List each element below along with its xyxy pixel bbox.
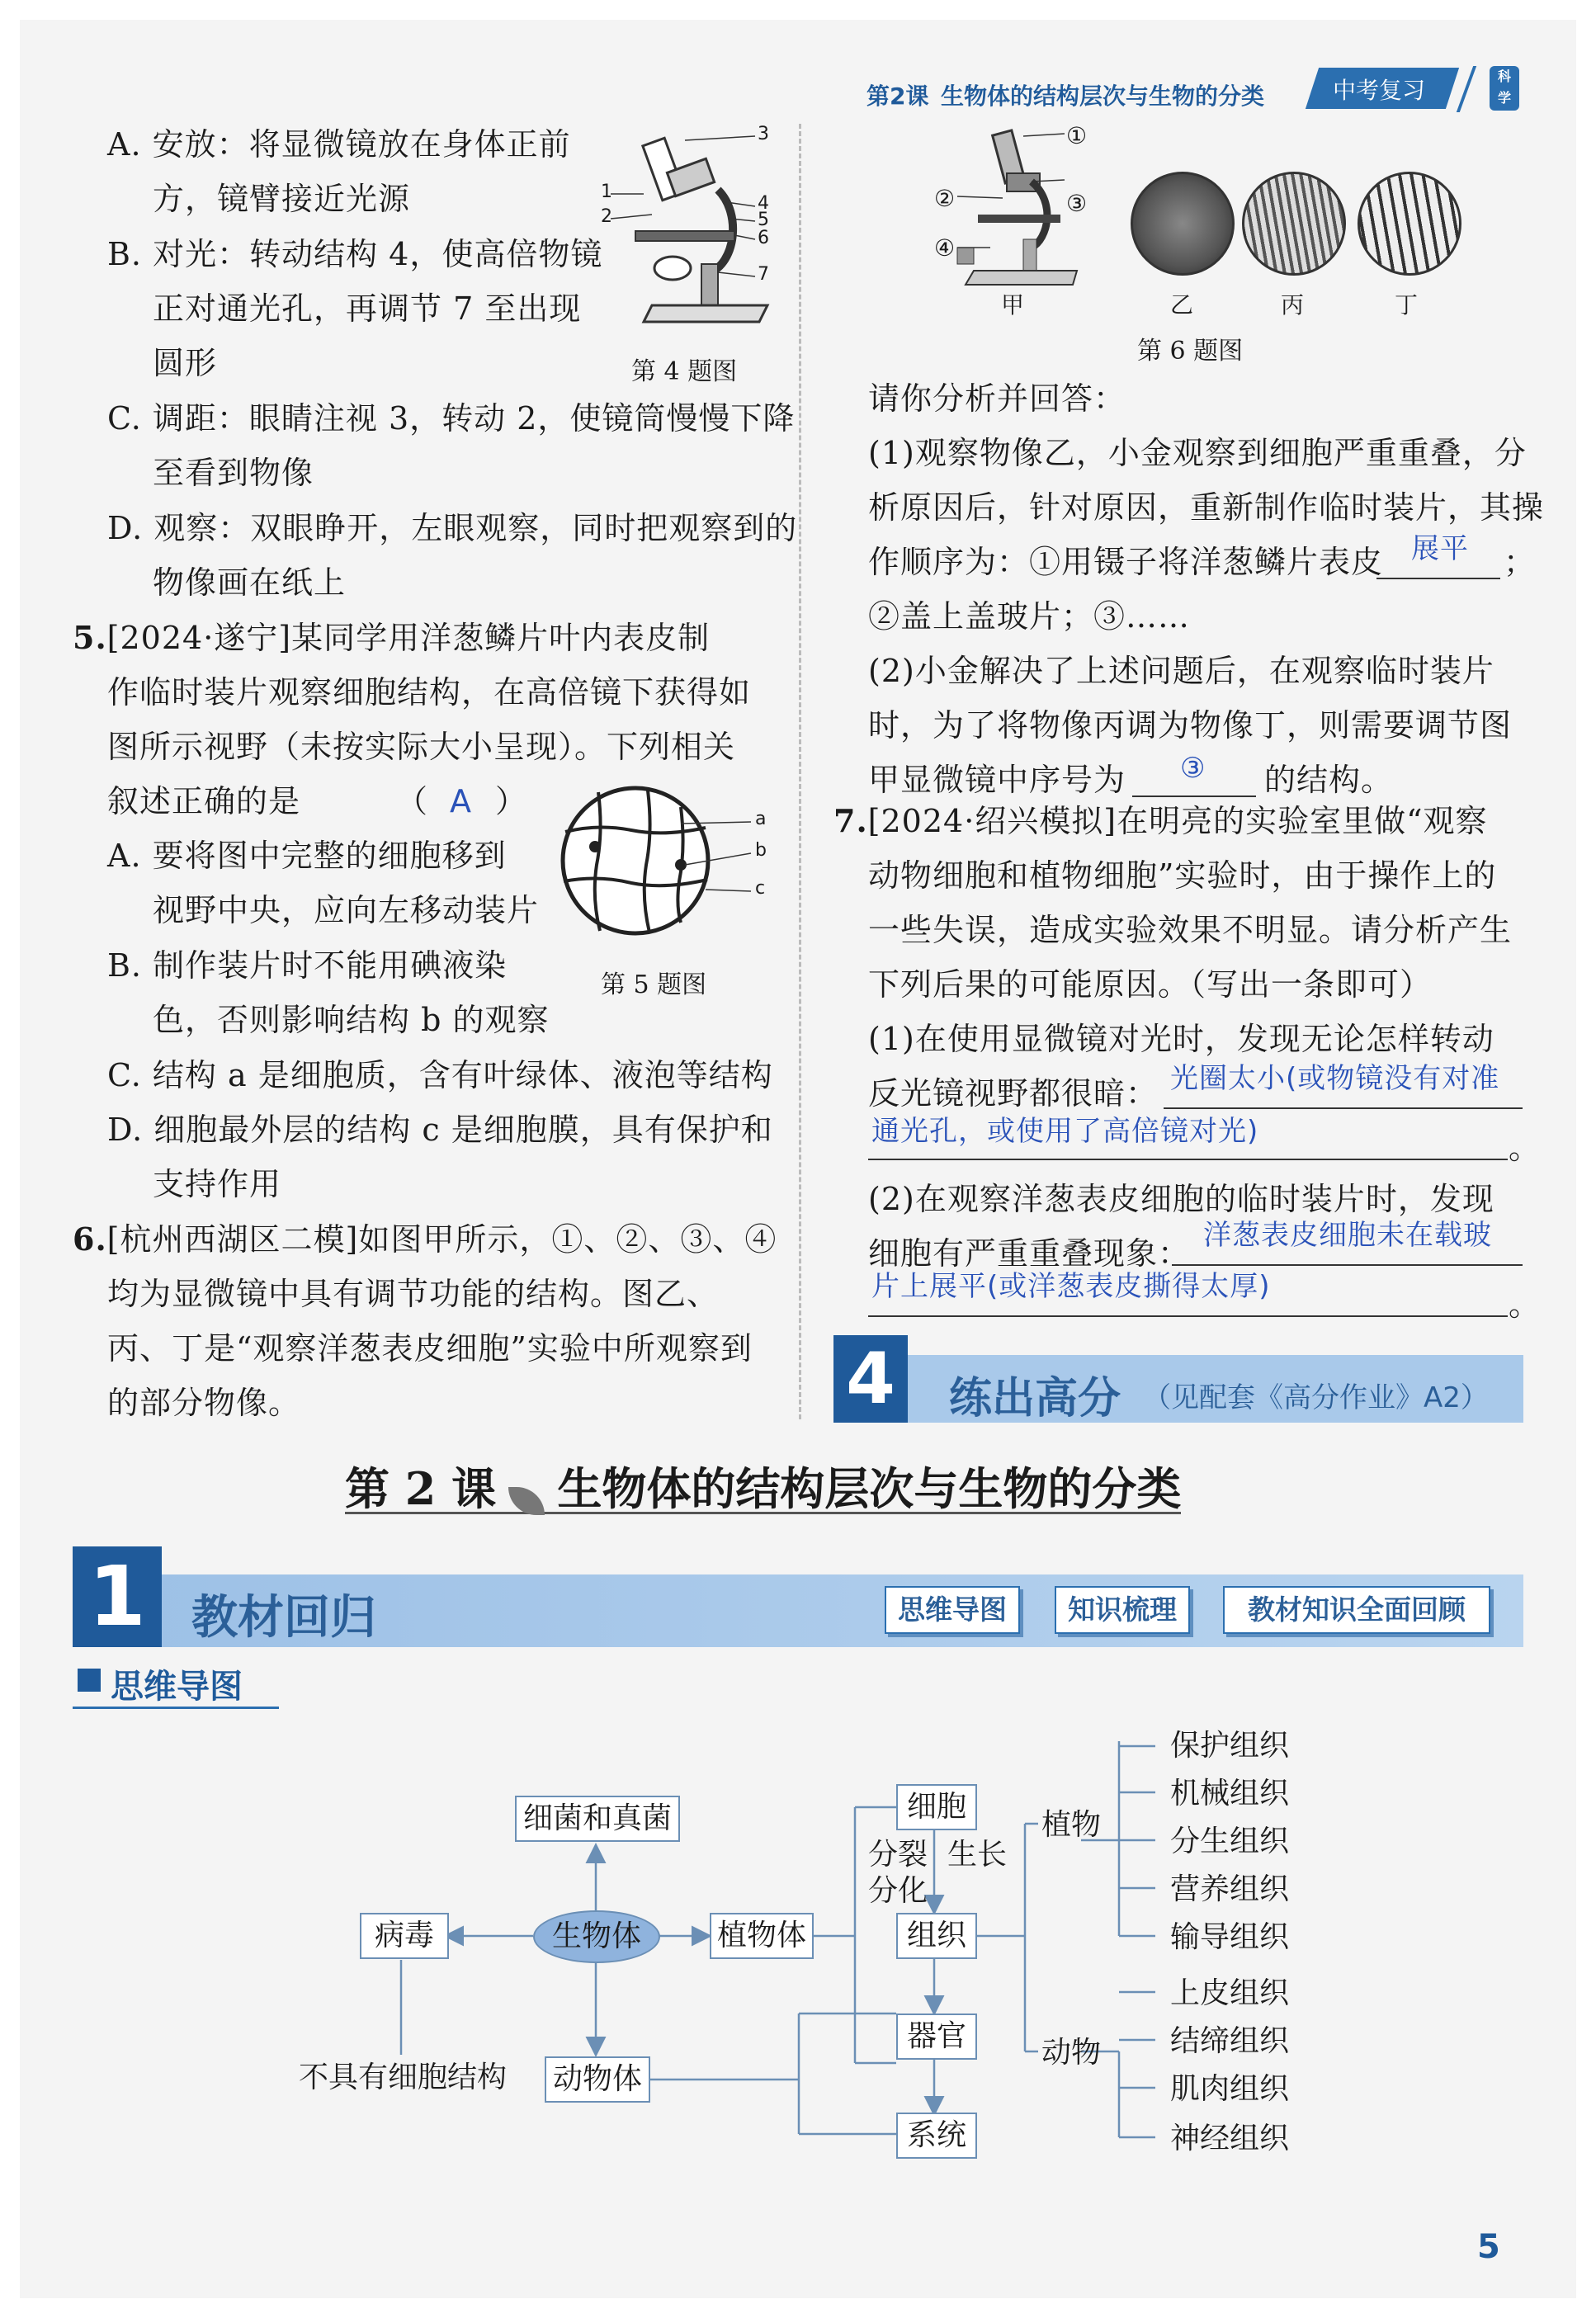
q6-label-jia: 甲	[1001, 291, 1025, 319]
mindmap-node-animal-body: 动物体	[545, 2056, 650, 2103]
q6-part1-answer: 展平	[1411, 532, 1469, 565]
q6-stem-4: 的部分物像。	[107, 1385, 301, 1421]
mindmap-heading-label: 思维导图	[111, 1668, 243, 1706]
q5-option-d: D. 细胞最外层的结构 c 是细胞膜，具有保护和	[107, 1112, 773, 1148]
q4-label-3: 3	[758, 124, 769, 144]
q4-option-c: C. 调距：眼睛注视 3，转动 2，使镜筒慢慢下降	[107, 400, 796, 437]
q5-option-d-cont: 支持作用	[153, 1166, 282, 1202]
q6-part1-line2: 析原因后，针对原因，重新制作临时装片，其操	[868, 489, 1545, 526]
mindmap-node-virus: 病毒	[360, 1913, 449, 1959]
q6-label-bing: 丙	[1281, 291, 1305, 319]
q6-part1-line3: 作顺序为：①用镊子将洋葱鳞片表皮	[868, 544, 1384, 580]
q5-paren-open: （	[396, 783, 429, 819]
section1-title: 教材回归	[191, 1591, 376, 1645]
plant-tissue-protective: 保护组织	[1170, 1729, 1290, 1763]
q5-stem-4: 叙述正确的是	[107, 783, 301, 819]
q4-label-4: 4	[758, 193, 769, 214]
q4-option-b: B. 对光：转动结构 4，使高倍物镜	[107, 236, 603, 272]
q6-figure-caption: 第 6 题图	[1137, 337, 1244, 366]
tag-knowledge[interactable]: 知识梳理	[1055, 1586, 1190, 1634]
q5-option-b: B. 制作装片时不能用碘液染	[107, 947, 508, 984]
q5-number: 5.	[73, 619, 107, 656]
mindmap-node-center: 生物体	[533, 1910, 660, 1963]
q7-stem-4: 下列后果的可能原因。（写出一条即可）	[868, 966, 1433, 1003]
q7-number: 7.	[833, 802, 868, 839]
q5-line-1: [2024·遂宁]某同学用洋葱鳞片叶内表皮制	[106, 620, 711, 656]
q5-answer: A	[450, 783, 472, 819]
q5-option-c: C. 结构 a 是细胞质，含有叶绿体、液泡等结构	[107, 1057, 773, 1093]
q7-part1-line2: 反光镜视野都很暗：	[868, 1075, 1159, 1112]
q4-figure-caption: 第 4 题图	[631, 357, 738, 386]
section4-number-box: 4	[833, 1335, 908, 1423]
section1-number-box: 1	[73, 1546, 162, 1647]
q5-stem-3: 图所示视野（未按实际大小呈现）。下列相关	[107, 729, 736, 765]
plant-tissue-nutritive: 营养组织	[1170, 1872, 1290, 1906]
q7-part2-answer2: 片上展平(或洋葱表皮撕得太厚)	[871, 1270, 1271, 1303]
q7-part2-answer1: 洋葱表皮细胞未在载玻	[1203, 1219, 1492, 1252]
q7-part2-end: 。	[1509, 1286, 1542, 1323]
q6-part2-line2: 时，为了将物像丙调为物像丁，则需要调节图	[868, 707, 1513, 744]
q6-line-1: [杭州西湖区二模]如图甲所示，①、②、③、④	[106, 1221, 777, 1258]
q5-label-a: a	[755, 809, 767, 829]
q4-option-b-cont1: 正对通光孔，再调节 7 至出现	[153, 290, 582, 327]
q7-part1-line1: (1)在使用显微镜对光时，发现无论怎样转动	[868, 1021, 1494, 1057]
q6-part2-line3: 甲显微镜中序号为	[868, 762, 1126, 798]
q7-line-1: [2024·绍兴模拟]在明亮的实验室里做“观察	[867, 803, 1488, 839]
q7-part1-answer1: 光圈太小(或物镜没有对准	[1170, 1062, 1500, 1095]
q4-label-1: 1	[601, 182, 612, 202]
q4-label-2: 2	[601, 206, 612, 227]
mindmap-node-cell: 细胞	[896, 1784, 977, 1830]
mindmap-plant: 植物	[1041, 1808, 1102, 1842]
q6-stem-3: 丙、丁是“观察洋葱表皮细胞”实验中所观察到	[107, 1330, 753, 1367]
q6-part1-end: ；	[1504, 544, 1537, 580]
q6-scope-label-1: ①	[1066, 122, 1088, 149]
section4-subtitle: （见配套《高分作业》A2）	[1143, 1381, 1489, 1414]
q7-part2-line2: 细胞有严重重叠现象：	[868, 1235, 1191, 1272]
section4-title: 练出高分	[949, 1374, 1121, 1423]
q6-label-ding: 丁	[1395, 291, 1419, 319]
plant-tissue-conducting: 输导组织	[1170, 1920, 1290, 1954]
mindmap-division: 分裂	[868, 1838, 928, 1872]
animal-tissue-muscle: 肌肉组织	[1170, 2072, 1290, 2106]
mindmap-node-bacteria: 细菌和真菌	[515, 1796, 680, 1842]
q6-prompt: 请你分析并回答：	[868, 380, 1126, 417]
header-lesson: 第2课	[866, 83, 929, 110]
header-tag-label: 中考复习	[1333, 77, 1426, 104]
q6-label-yi: 乙	[1170, 291, 1194, 319]
q6-scope-label-2: ②	[934, 185, 956, 212]
mindmap-growth: 生长	[947, 1838, 1008, 1872]
q4-option-b-cont2: 圆形	[153, 345, 218, 381]
animal-tissue-connective: 结缔组织	[1170, 2024, 1290, 2058]
q5-label-b: b	[755, 840, 767, 861]
q4-option-d: D. 观察：双眼睁开，左眼观察，同时把观察到的	[107, 510, 798, 546]
page-number: 5	[1477, 2228, 1500, 2266]
q4-option-d-cont: 物像画在纸上	[153, 564, 347, 601]
q7-part2-line1: (2)在观察洋葱表皮细胞的临时装片时，发现	[868, 1181, 1494, 1217]
mindmap-differentiation: 分化	[868, 1874, 928, 1908]
tag-review[interactable]: 教材知识全面回顾	[1223, 1586, 1490, 1634]
q5-label-c: c	[755, 878, 766, 899]
q6-part1-line1: (1)观察物像乙，小金观察到细胞严重重叠，分	[868, 435, 1527, 471]
q5-stem-2: 作临时装片观察细胞结构，在高倍镜下获得如	[107, 674, 752, 711]
q5-paren-close: ）	[495, 783, 528, 819]
q4-option-a: A. 安放：将显微镜放在身体正前	[107, 126, 571, 163]
q7-part1-answer2: 通光孔，或使用了高倍镜对光)	[871, 1115, 1259, 1148]
q5-figure-caption: 第 5 题图	[601, 970, 707, 999]
plant-tissue-mechanical: 机械组织	[1170, 1777, 1290, 1810]
q6-part2-answer: ③	[1180, 752, 1206, 785]
q6-part2-line1: (2)小金解决了上述问题后，在观察临时装片	[868, 653, 1494, 689]
lesson2-main-title: 生物体的结构层次与生物的分类	[557, 1462, 1182, 1515]
q6-number: 6.	[73, 1220, 107, 1258]
q5-option-b-cont: 色，否则影响结构 b 的观察	[153, 1002, 550, 1038]
q6-scope-label-4: ④	[934, 234, 956, 262]
mindmap-animal: 动物	[1041, 2036, 1102, 2070]
q7-stem-3: 一些失误，造成实验效果不明显。请分析产生	[868, 912, 1513, 948]
animal-tissue-epithelial: 上皮组织	[1170, 1976, 1290, 2010]
plant-tissue-meristem: 分生组织	[1170, 1825, 1290, 1858]
q6-scope-label-3: ③	[1066, 190, 1088, 217]
mindmap-node-organ: 器官	[896, 2013, 977, 2060]
q5-option-a: A. 要将图中完整的细胞移到	[107, 838, 507, 874]
animal-tissue-nervous: 神经组织	[1170, 2122, 1290, 2155]
q7-part1-end: 。	[1509, 1130, 1542, 1166]
q6-part2-end: 的结构。	[1264, 762, 1394, 798]
q4-label-6: 6	[758, 228, 769, 248]
q5-option-a-cont: 视野中央，应向左移动装片	[153, 892, 540, 928]
tag-mindmap[interactable]: 思维导图	[885, 1586, 1020, 1634]
q4-label-7: 7	[758, 264, 769, 285]
q4-option-c-cont: 至看到物像	[153, 455, 314, 491]
header-title: 生物体的结构层次与生物的分类	[941, 83, 1265, 110]
q4-label-5: 5	[758, 210, 769, 230]
lesson2-prefix: 第 2 课	[345, 1462, 497, 1515]
subject-badge: 科 学	[1490, 66, 1519, 111]
q6-part1-line4: ②盖上盖玻片；③……	[868, 598, 1191, 635]
mindmap-node-tissue: 组织	[896, 1913, 977, 1959]
q6-stem-2: 均为显微镜中具有调节功能的结构。图乙、	[107, 1276, 720, 1312]
mindmap-node-system: 系统	[896, 2113, 977, 2159]
mindmap-node-plant-body: 植物体	[710, 1913, 814, 1959]
q7-stem-2: 动物细胞和植物细胞”实验时，由于操作上的	[868, 857, 1497, 894]
q4-option-a-cont: 方，镜臂接近光源	[153, 181, 411, 217]
mindmap-no-cell: 不具有细胞结构	[299, 2061, 508, 2094]
